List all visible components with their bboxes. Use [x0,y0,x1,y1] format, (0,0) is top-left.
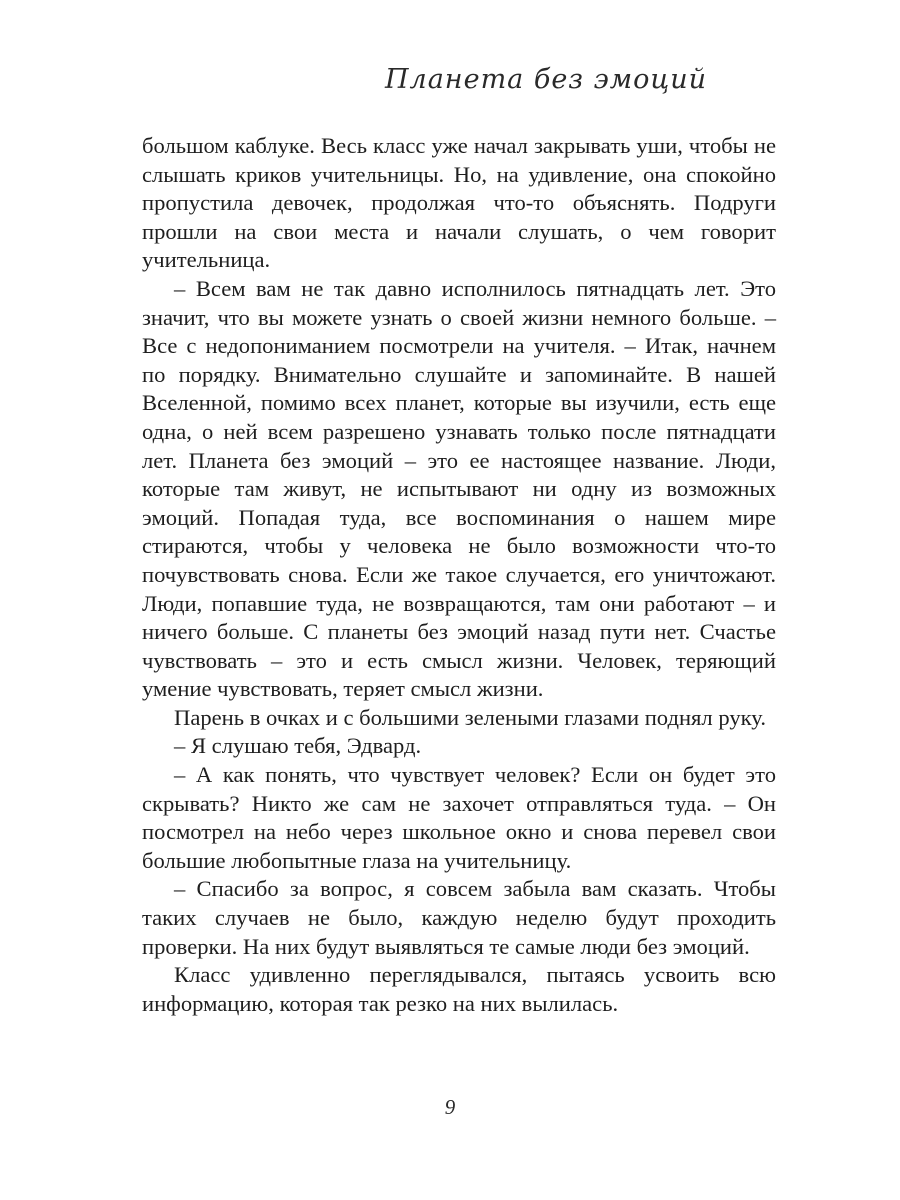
running-head: Планета без эмоций [384,64,707,95]
paragraph: Класс удивленно переглядывался, пытаясь усвоить всю информацию, которая так резко на них вылилась. [142,962,776,1016]
paragraph: – Я слушаю тебя, Эдвард. [174,733,422,759]
paragraph: – Спасибо за вопрос, я совсем забыла вам сказать. Чтобы таких случаев не было, каждую неделю будут проходить проверки. На них будут выявляться те самые люди без эмоций. [142,876,776,959]
paragraph: – Всем вам не так давно исполнилось пятнадцать лет. Это значит, что вы можете узнать о своей жизни немного больше. – Все с недопониманием посмотрели на учителя. – Итак, начнем по порядку. Внимательно слушайте и запоминайте. В нашей Вселенной, помимо всех планет, которые вы изучили, есть еще одна, о ней всем разрешено узнавать только после пятнадцати лет. Планета без эмоций – это ее настоящее название. Люди, которые там живут, не испытывают ни одну из возможных эмоций. Попадая туда, все воспоминания о нашем мире стираются, чтобы у человека не было возможности что-то почувствовать снова. Если же такое случается, его уничтожают. Люди, попавшие туда, не возвращаются, там они работают – и ничего больше. С планеты без эмоций назад пути нет. Счастье чувствовать – это и есть смысл жизни. Человек, теряющий умение чувствовать, теряет смысл жизни. [142,275,776,702]
page-number: 9 [444,1095,456,1119]
paragraph: большом каблуке. Весь класс уже начал закрывать уши, чтобы не слышать криков учительницы. Но, на удивление, она спокойно пропустила девочек, продолжая что-то объяснять. Подруги прошли на свои места и начали слушать, о чем говорит учительница. [142,133,776,273]
paragraph: – А как понять, что чувствует человек? Если он будет это скрывать? Никто же сам не захочет отправляться туда. – Он посмотрел на небо через школьное окно и снова перевел свои большие любопытные глаза на учительницу. [142,762,776,873]
paragraph: Парень в очках и с большими зелеными глазами поднял руку. [174,704,766,730]
body-text [142,132,776,1018]
